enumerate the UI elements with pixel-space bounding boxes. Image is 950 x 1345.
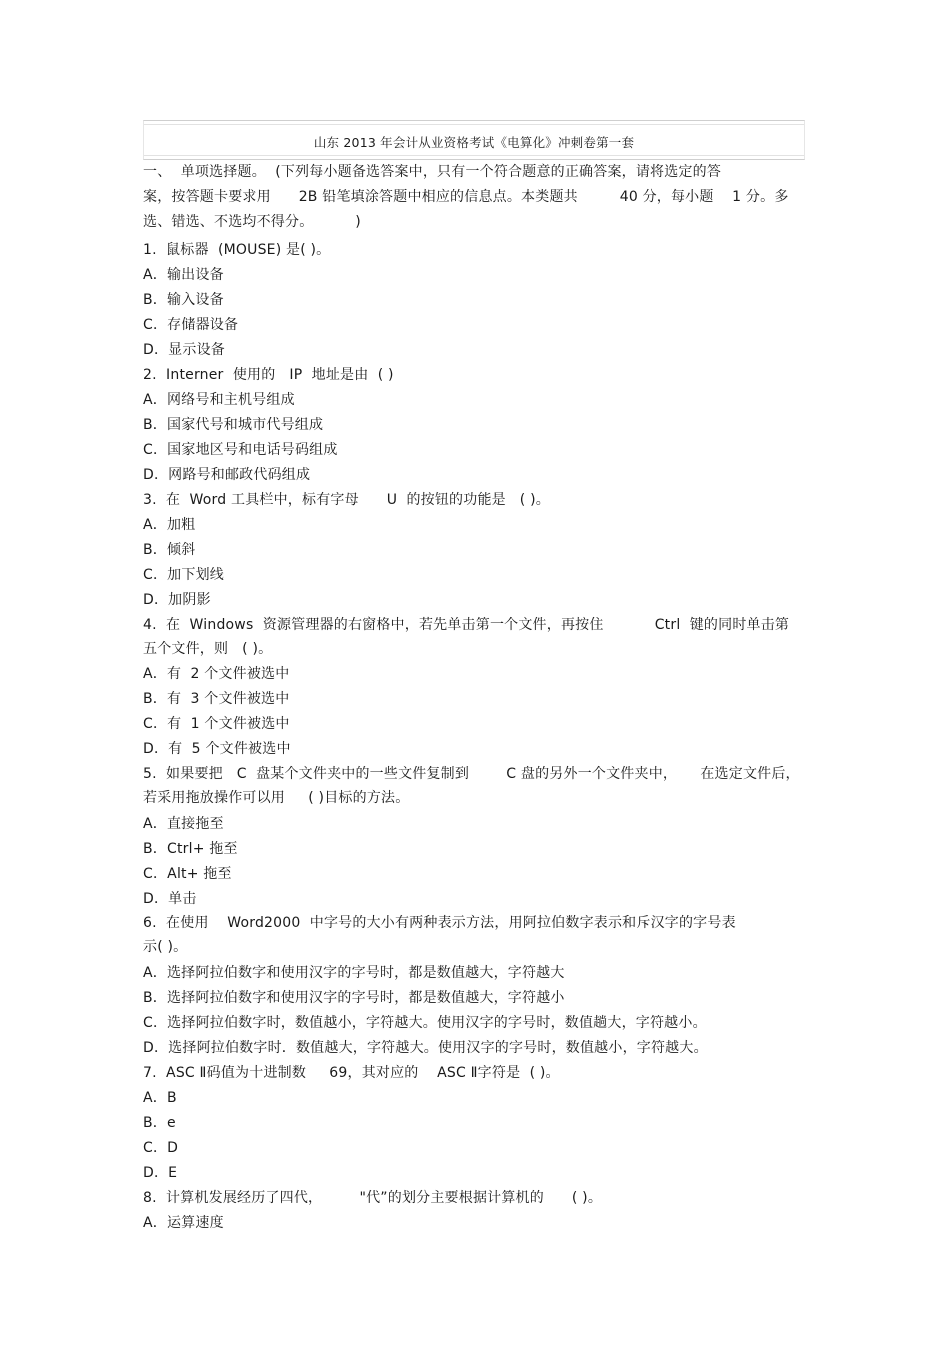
answer-option: C．国家地区号和电话号码组成 [143, 442, 338, 458]
answer-option: A．选择阿拉伯数字和使用汉字的字号时，都是数值越大，字符越大 [143, 965, 565, 981]
question-stem: 5. 如果要把 C 盘某个文件夹中的一些文件复制到 C 盘的另外一个文件夹中， 在选定文件后， [143, 766, 800, 782]
answer-option: C．有 1 个文件被选中 [143, 716, 290, 732]
question-stem: 3. 在 Word 工具栏中，标有字母 U 的按钮的功能是 ( )。 [143, 492, 550, 508]
answer-option: B．倾斜 [143, 542, 196, 558]
answer-option: C．选择阿拉伯数字时，数值越小，字符越大。使用汉字的字号时，数值趟大，字符越小。 [143, 1015, 707, 1031]
question-stem: 五个文件，则 ( )。 [143, 641, 273, 657]
question-stem: 7. ASC Ⅱ码值为十进制数 69，其对应的 ASC Ⅱ字符是 ( )。 [143, 1065, 560, 1081]
section-header-line: 选、错选、不选均不得分。 ) [143, 214, 361, 230]
answer-option: C．存储器设备 [143, 317, 239, 333]
question-stem: 示( )。 [143, 939, 188, 955]
answer-option: A．加粗 [143, 517, 196, 533]
section-header-line: 案，按答题卡要求用 2B 铅笔填涂答题中相应的信息点。本类题共 40 分，每小题 1 分。多 [143, 189, 789, 205]
answer-option: B．选择阿拉伯数字和使用汉字的字号时，都是数值越大，字符越小 [143, 990, 565, 1006]
answer-option: B．Ctrl+ 拖至 [143, 841, 238, 857]
question-stem: 8. 计算机发展经历了四代， "代”的划分主要根据计算机的 ( )。 [143, 1190, 603, 1206]
answer-option: B．国家代号和城市代号组成 [143, 417, 324, 433]
answer-option: D．网路号和邮政代码组成 [143, 467, 311, 483]
question-stem: 1. 鼠标器 (MOUSE) 是( )。 [143, 242, 331, 258]
answer-option: A．网络号和主机号组成 [143, 392, 295, 408]
answer-option: B．e [143, 1115, 176, 1131]
answer-option: A．运算速度 [143, 1215, 224, 1231]
answer-option: D．单击 [143, 891, 197, 907]
answer-option: A．输出设备 [143, 267, 224, 283]
question-stem: 2. Interner 使用的 IP 地址是由 ( ) [143, 367, 394, 383]
section-header-line: 一、 单项选择题。 (下列每小题备选答案中，只有一个符合题意的正确答案，请将选定的答 [143, 164, 722, 180]
answer-option: B．输入设备 [143, 292, 224, 308]
title-frame [143, 120, 805, 160]
answer-option: C．加下划线 [143, 567, 224, 583]
answer-option: B．有 3 个文件被选中 [143, 691, 290, 707]
document-title: 山东 2013 年会计从业资格考试《电算化》冲刺卷第一套 [313, 135, 635, 150]
answer-option: C．Alt+ 拖至 [143, 866, 232, 882]
answer-option: D．有 5 个文件被选中 [143, 741, 291, 757]
answer-option: D．E [143, 1165, 178, 1181]
answer-option: A．B [143, 1090, 177, 1106]
answer-option: D．显示设备 [143, 342, 225, 358]
answer-option: A．有 2 个文件被选中 [143, 666, 290, 682]
answer-option: A．直接拖至 [143, 816, 224, 832]
answer-option: D．选择阿拉伯数字时．数值越大，字符越大。使用汉字的字号时，数值越小，字符越大。 [143, 1040, 708, 1056]
question-stem: 6. 在使用 Word2000 中字号的大小有两种表示方法，用阿拉伯数字表示和斥汉字的字号表 [143, 915, 736, 931]
answer-option: C．D [143, 1140, 179, 1156]
answer-option: D．加阴影 [143, 592, 211, 608]
question-stem: 若采用拖放操作可以用 ( )目标的方法。 [143, 790, 410, 806]
question-stem: 4. 在 Windows 资源管理器的右窗格中，若先单击第一个文件，再按住 Ctrl 键的同时单击第 [143, 617, 790, 633]
